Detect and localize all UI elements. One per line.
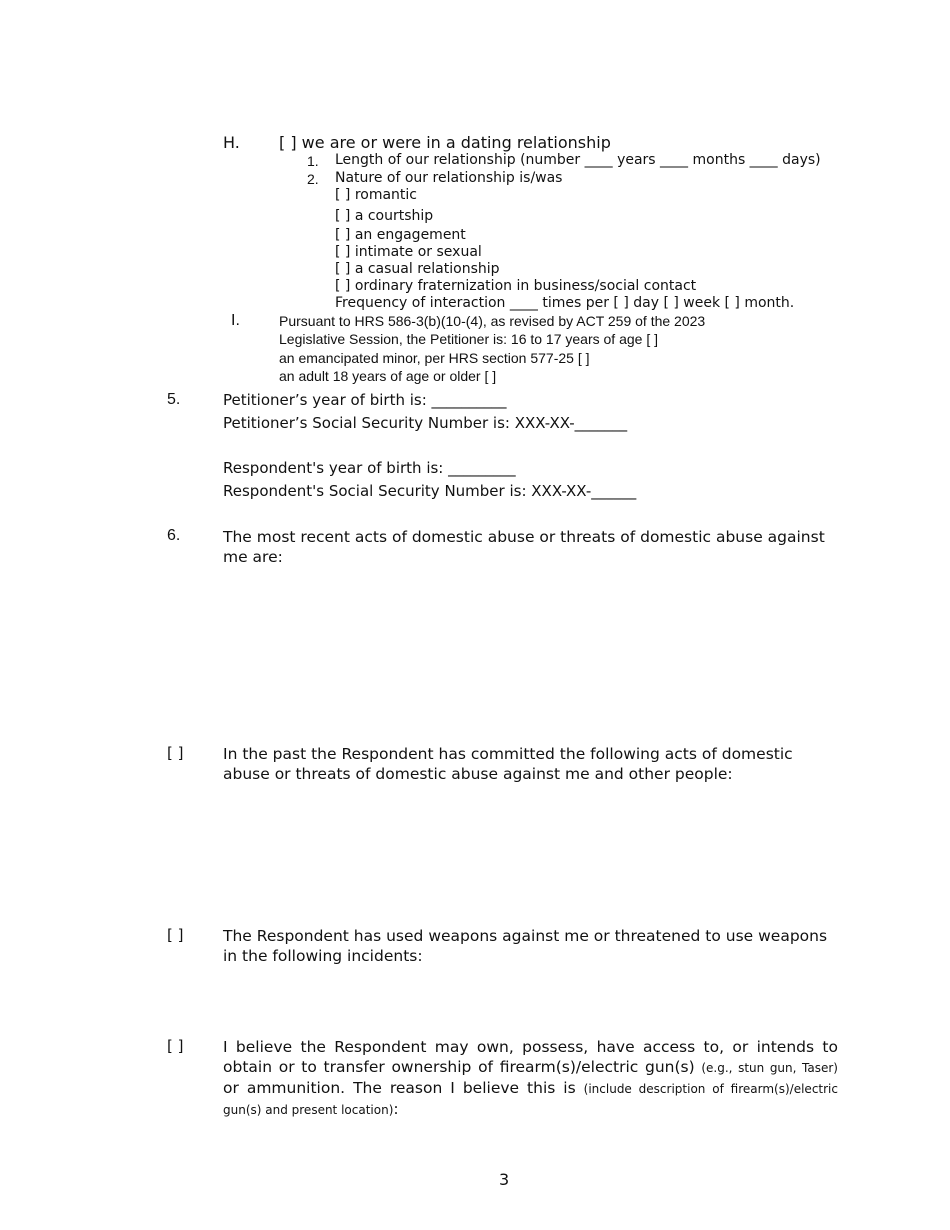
- item-6-number: 6.: [167, 527, 181, 544]
- option-casual[interactable]: [ ] a casual relationship: [335, 261, 500, 277]
- firearms-examples: (e.g., stun gun, Taser): [701, 1061, 838, 1075]
- section-h-line: [279, 133, 611, 152]
- option-intimate[interactable]: [ ] intimate or sexual: [335, 244, 482, 260]
- petitioner-ssn-field[interactable]: Petitioner’s Social Security Number is: XXX-XX-_______: [223, 414, 628, 432]
- past-acts-prompt: In the past the Respondent has committed the following acts of domestic abuse or threats of domestic abuse against me and other people:: [223, 745, 793, 783]
- option-fraternization[interactable]: [ ] ordinary fraternization in business/social contact: [335, 278, 697, 294]
- item-2-number: 2.: [307, 171, 319, 187]
- section-i-letter: I.: [231, 312, 240, 329]
- emancipated-minor-checkbox[interactable]: an emancipated minor, per HRS section 577-25 [ ]: [279, 350, 590, 366]
- firearms-text-a: I believe the Respondent may own, possess, have access to, or intends to obtain or to transfer ownership of firearm(s)/electric gun(s): [223, 1038, 838, 1076]
- firearms-description-hint: (include description of firearm(s)/electric gun(s) and present location): [223, 1082, 838, 1117]
- respondent-ssn-field[interactable]: Respondent's Social Security Number is: XXX-XX-______: [223, 482, 637, 500]
- firearms-text-c: or ammunition. The reason I believe this is: [223, 1079, 584, 1097]
- frequency-field[interactable]: Frequency of interaction ____ times per [ ] day [ ] week [ ] month.: [335, 295, 795, 311]
- past-acts-checkbox[interactable]: [ ]: [167, 744, 184, 762]
- firearms-checkbox[interactable]: [ ]: [167, 1037, 184, 1055]
- option-courtship[interactable]: [ ] a courtship: [335, 208, 434, 224]
- item-1-number: 1.: [307, 153, 319, 169]
- section-h-letter: H.: [223, 133, 240, 152]
- adult-18-checkbox[interactable]: an adult 18 years of age or older [ ]: [279, 368, 497, 384]
- dating-relationship-checkbox[interactable]: [ ]: [279, 133, 297, 152]
- weapons-prompt: The Respondent has used weapons against me or threatened to use weapons in the following incidents:: [223, 927, 828, 965]
- option-romantic[interactable]: [ ] romantic: [335, 187, 418, 203]
- option-engagement[interactable]: [ ] an engagement: [335, 227, 466, 243]
- weapons-checkbox[interactable]: [ ]: [167, 926, 184, 944]
- dating-relationship-label: we are or were in a dating relationship: [301, 133, 611, 152]
- relationship-nature-label: Nature of our relationship is/was: [335, 170, 563, 186]
- firearms-colon: :: [393, 1100, 399, 1118]
- age-16-17-checkbox[interactable]: Legislative Session, the Petitioner is: 16 to 17 years of age [ ]: [279, 331, 658, 347]
- petitioner-birth-year-field[interactable]: Petitioner’s year of birth is: __________: [223, 391, 507, 409]
- section-i-line-1: Pursuant to HRS 586-3(b)(10-(4), as revised by ACT 259 of the 2023: [279, 313, 706, 329]
- item-5-number: 5.: [167, 391, 181, 408]
- firearms-prompt: [223, 1037, 838, 1120]
- relationship-length-field[interactable]: Length of our relationship (number ____ years ____ months ____ days): [335, 152, 821, 168]
- respondent-birth-year-field[interactable]: Respondent's year of birth is: _________: [223, 459, 516, 477]
- recent-acts-prompt: The most recent acts of domestic abuse or threats of domestic abuse against me are:: [223, 528, 825, 566]
- page-number: 3: [499, 1170, 510, 1189]
